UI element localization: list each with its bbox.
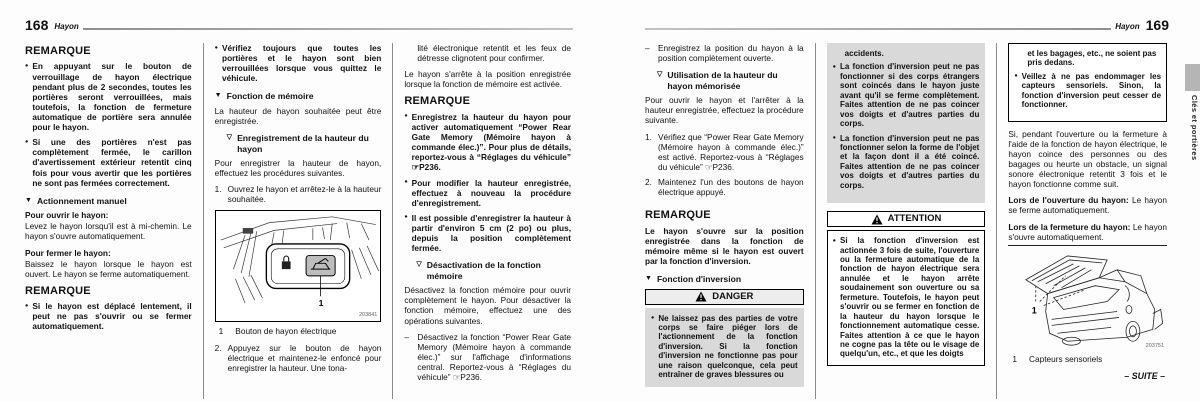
tailgate-button-illustration	[216, 211, 381, 318]
page-header	[25, 10, 573, 32]
subsection-heading: ▽ Utilisation de la hauteur du hayon mémorisée	[657, 70, 778, 91]
bullet-icon: ●	[832, 135, 836, 141]
warning-item: ● Ne laissez pas des parties de votre corps se faire piéger lors de l'actionnement de la fonction d'inversion. Si la fonction d'inversion ne fonctionne pas pour une raison quelconque, cela peut entraîner de graves blessures ou	[651, 313, 798, 380]
figure-caption: 1 Bouton de hayon électrique	[218, 325, 337, 336]
procedure-label: Pour fermer le hayon:	[25, 247, 111, 258]
manual-page-left	[25, 10, 573, 399]
section-heading: ▼ Actionnement manuel	[25, 195, 127, 206]
bullet-icon: ●	[404, 179, 408, 185]
triangle-down-icon: ▼	[214, 92, 222, 100]
note-item: ● Vérifiez toujours que toutes les portières et le hayon sont bien verrouillées lorsque vous quittez le véhicule.	[214, 43, 382, 84]
column-6	[996, 43, 1169, 399]
manual-page-right	[645, 10, 1169, 399]
paragraph: Pour enregistrer la hauteur de hayon, effectuez les procédures suivantes.	[214, 158, 382, 179]
figure-callout: 1	[318, 297, 324, 308]
column-2	[203, 43, 393, 399]
warning-triangle-icon	[695, 291, 707, 302]
note-item: ● Pour modifier la hauteur enregistrée, effectuez à nouveau la procédure d'enregistrement.	[404, 177, 572, 208]
dash-item: – Enregistrez la position du hayon à la position complètement ouverte.	[645, 43, 804, 64]
danger-body	[645, 308, 804, 387]
danger-box	[645, 289, 804, 387]
bullet-icon: ●	[404, 113, 408, 120]
warning-item: ● Veillez à ne pas endommager les capteurs sensoriels. Sinon, la fonction d'inversion peut cesser de fonctionner.	[1014, 71, 1162, 110]
bullet-icon: ●	[832, 63, 836, 70]
warning-item: ● Si la fonction d'inversion est actionnée 3 fois de suite, l'ouverture ou la fermeture automatique de la fonction de hayon électrique sera annulée et le hayon arrête soudainement son ouverture ou sa fermeture. Toutefois, le hayon peut s'ouvrir ou se fermer en fonction de la hauteur du hayon lorsque le fonctionnement automatique cesse. Faites attention à ce que le hayon ne cogne pas la tête ou le visage de quelqu'un, etc., et que les doigts	[832, 236, 980, 359]
case-label: Lors de la fermeture du hayon:	[1008, 221, 1131, 232]
running-title: Hayon	[54, 22, 79, 31]
warning-text: et les bagages, etc., ne soient pas pris dedans.	[1027, 49, 1157, 68]
danger-box-continued	[827, 43, 986, 203]
paragraph: Baissez le hayon lorsque le hayon est ouvert. Le hayon se ferme automatiquement.	[25, 258, 192, 279]
note-item: ● Si le hayon est déplacé lentement, il peut ne pas s'ouvrir ou se fermer automatiquement.	[25, 301, 192, 332]
column-1	[25, 43, 203, 399]
procedure-label: Pour ouvrir le hayon:	[25, 210, 109, 221]
bullet-icon: ●	[214, 44, 218, 51]
warning-text: accidents.	[844, 49, 884, 58]
step-item: 1. Vérifiez que “Power Rear Gate Memory (Mémoire hayon à commande élec.)” est activé. Reportez-vous à “Réglages du véhicule” ☞P236.	[645, 131, 804, 172]
figure-sensors	[1008, 250, 1167, 352]
warning-item: ● La fonction d'inversion peut ne pas fonctionner selon la forme de l'objet et la façon dont il a été coincé. Faites attention de ne pas coincer vos doigts et d'autres parties du corps.	[832, 133, 980, 190]
triangle-down-icon: ▼	[645, 275, 652, 283]
header-rule	[645, 28, 1111, 31]
column-3	[392, 43, 573, 399]
bullet-icon: ●	[1014, 73, 1018, 80]
attention-header: ATTENTION	[827, 211, 986, 227]
note-heading: REMARQUE	[404, 95, 471, 108]
case-label: Lors de l'ouverture du hayon:	[1008, 195, 1129, 206]
note-heading: REMARQUE	[25, 284, 91, 297]
note-heading: REMARQUE	[645, 209, 711, 222]
danger-header: DANGER	[645, 289, 804, 305]
bullet-icon: ●	[25, 138, 29, 145]
figure-callout: 1	[1032, 305, 1038, 316]
bullet-icon: ●	[25, 302, 29, 309]
triangle-down-icon: ▼	[25, 196, 32, 204]
header-rule	[83, 28, 573, 31]
power-tailgate-button-glyph	[306, 255, 335, 275]
column-5	[815, 43, 997, 399]
column-4	[645, 43, 815, 399]
paragraph: lité électronique retentit et les feux de détresse clignotent pour confirmer.	[417, 43, 572, 64]
paragraph: Lors de l'ouverture du hayon: Le hayon se ferme automatiquement.	[1008, 195, 1168, 216]
vehicle-rear-illustration	[1008, 250, 1167, 351]
paragraph: Si, pendant l'ouverture ou la fermeture à l'aide de la fonction de hayon électrique, le hayon coince des personnes ou des bagages ou heurte un obstacle, un signal sonore électronique retentit 3 fois et le hayon fonctionne comme suit.	[1008, 128, 1168, 190]
paragraph: Désactivez la fonction mémoire pour ouvrir complètement le hayon. Pour désactiver la fonction mémoire, effectuez une des opérations suivantes.	[404, 285, 572, 326]
note-heading: REMARQUE	[25, 45, 91, 57]
subsection-heading: ▽ Désactivation de la fonction mémoire	[416, 260, 541, 281]
note-item: ● En appuyant sur le bouton de verrouillage de hayon électrique pendant plus de 2 secondes, toutes les portières seront verrouillées, mais toutefois, la fonction de fermeture automatique de portière sera annulée pour le hayon.	[25, 61, 192, 133]
warning-item: ● La fonction d'inversion peut ne pas fonctionner si des corps étrangers sont coincés dans le hayon juste avant qu'il se ferme complètement. Faites attention de ne pas coincer vos doigts et d'autres parties du corps.	[832, 62, 980, 129]
chapter-tab-marker	[1185, 64, 1200, 91]
section-heading: ▼ Fonction de mémoire	[214, 91, 314, 102]
warning-triangle-icon	[871, 214, 883, 225]
bullet-icon: ●	[25, 62, 29, 69]
figure-tailgate-button	[215, 210, 382, 322]
note-item: ● Si une des portières n'est pas complètement fermée, le carillon d'avertissement extérieur retentit cinq fois pour vous avertir que les portières ne sont pas fermées correctement.	[25, 137, 192, 188]
paragraph: Pour ouvrir le hayon et l'arrêter à la hauteur enregistrée, effectuez la procédure suivante.	[645, 95, 804, 126]
figure-caption: 1 Capteurs sensoriels	[1012, 353, 1103, 364]
continued-footer: – SUITE –	[1124, 370, 1166, 381]
bullet-icon: ●	[651, 315, 655, 321]
page-number: 169	[1145, 17, 1169, 33]
section-divider	[1008, 245, 1167, 246]
bullet-icon: ●	[404, 214, 408, 221]
note-text: Le hayon s'ouvre sur la position enregistrée dans la fonction de mémoire même si le hayon est ouvert par la fonction d'inversion.	[645, 225, 804, 266]
note-item: ● Il est possible d'enregistrer la hauteur à partir d'environ 5 cm (2 po) ou plus, depuis la position complètement fermée.	[404, 212, 572, 254]
triangle-outline-icon: ▽	[416, 261, 422, 269]
paragraph: Lors de la fermeture du hayon: Le hayon s'ouvre automatiquement.	[1008, 221, 1168, 242]
paragraph: Levez le hayon lorsqu'il est à mi-chemin. Le hayon s'ouvre automatiquement.	[25, 221, 192, 242]
figure-code: 203841	[358, 311, 378, 318]
attention-box	[827, 211, 986, 366]
step-item: 2. Maintenez l'un des boutons de hayon électrique appuyé.	[645, 176, 804, 198]
triangle-outline-icon: ▽	[226, 134, 233, 142]
step-item: 1. Ouvrez le hayon et arrêtez-le à la hauteur souhaitée.	[214, 184, 382, 205]
dash-item: – Désactivez la fonction “Power Rear Gate Memory (Mémoire hayon à commande élec.)” sur l'affichage d'informations central. Reportez-vous à “Réglages du véhicule” ☞P236.	[404, 331, 572, 383]
chapter-tab-label: Clés et portières	[1190, 95, 1199, 161]
step-item: 2. Appuyez sur le bouton de hayon électrique et maintenez-le enfoncé pour enregistrer la hauteur. Une tona-	[214, 342, 382, 373]
attention-box-continued	[1008, 43, 1167, 122]
subsection-heading: ▽ Enregistrement de la hauteur du hayon	[226, 133, 369, 154]
attention-body	[827, 230, 986, 366]
paragraph: Le hayon s'arrête à la position enregistrée lorsque la fonction de mémoire est activée.	[404, 69, 572, 90]
bullet-icon: ●	[832, 237, 836, 244]
running-title: Hayon	[1115, 22, 1140, 31]
paragraph: La hauteur de hayon souhaitée peut être enregistrée.	[214, 105, 382, 127]
triangle-outline-icon: ▽	[657, 71, 663, 79]
figure-code: 203751	[1145, 343, 1165, 350]
page-number: 168	[25, 17, 49, 33]
note-item: ● Enregistrez la hauteur du hayon pour activer automatiquement “Power Rear Gate Memory (Mémoire hayon à commande élec.)”. Pour plus de détails, reportez-vous à “Réglages du véhicule” ☞P236.	[404, 111, 572, 173]
page-header	[645, 10, 1169, 32]
section-heading: ▼ Fonction d'inversion	[645, 274, 742, 285]
